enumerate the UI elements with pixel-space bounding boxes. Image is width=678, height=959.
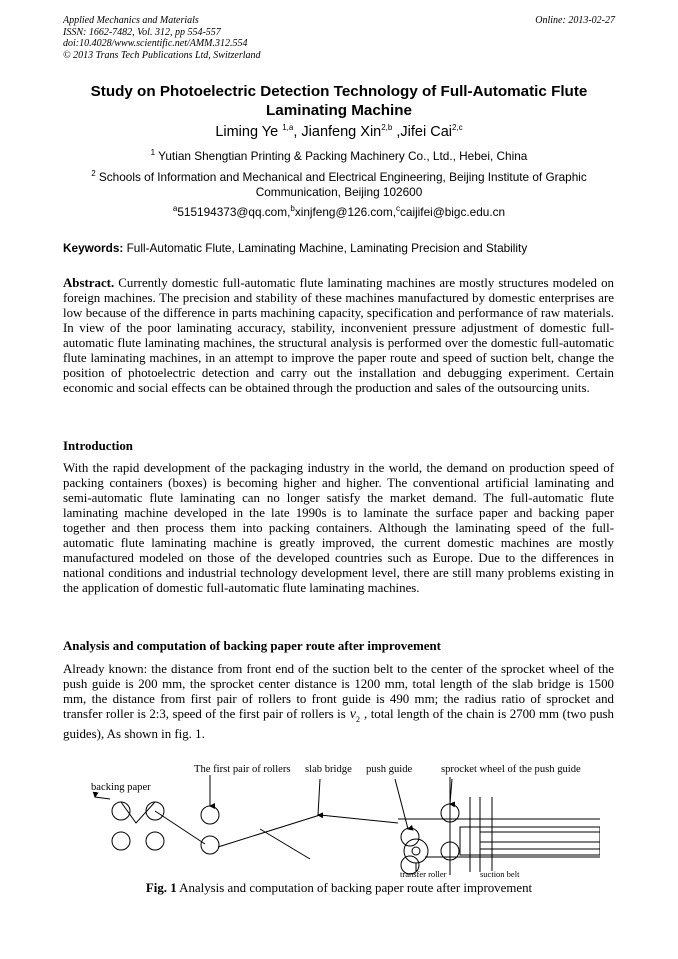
paper-title: Study on Photoelectric Detection Technology of Full-Automatic Flute Laminating Machine xyxy=(90,83,588,119)
author-emails xyxy=(63,205,615,220)
label-suction-belt: suction belt xyxy=(480,869,520,879)
email-sup: c xyxy=(395,204,400,214)
abstract-text: Currently domestic full-automatic flute laminating machines are mostly structures modeled on foreign machines. The precision and stability of these machines manufactured by domestic enterprises are low because of the difference in parts machining capacity, specification and performance of raw materials. In view of the poor laminating accuracy, stability, inconvenient pressure adjustment of domestic full-automatic flute laminating machines, the structural analysis is performed over the domestic full-automatic flute laminating machines, in an attempt to improve the paper route and speed of suction belt, change the position of photoelectric detection and carry out the installation and debugging experiment. Certain economic and social effects can be obtained through the production and sales of the outsourcing units. xyxy=(63,276,614,395)
author-name: ,Jifei Cai xyxy=(392,124,452,140)
paper-route xyxy=(320,815,398,823)
pointer-arrow xyxy=(395,779,408,829)
author-name: Liming Ye xyxy=(215,124,283,140)
roller-circle xyxy=(146,832,164,850)
section-heading-analysis: Analysis and computation of backing paper route after improvement xyxy=(63,639,441,653)
roller-circle xyxy=(201,806,219,824)
speed-symbol-sub: 2 xyxy=(356,714,360,724)
label-push-guide: push guide xyxy=(366,764,413,775)
roller-circle xyxy=(112,832,130,850)
pointer-arrow xyxy=(95,797,110,799)
email-sup: a xyxy=(172,204,178,214)
label-backing-paper: backing paper xyxy=(91,782,151,793)
author-sup: 2,b xyxy=(381,123,393,133)
keywords-label: Keywords: xyxy=(63,241,124,255)
figure-caption xyxy=(63,881,615,896)
caption-label: Fig. 1 xyxy=(145,881,177,895)
affiliation-sup: 2 xyxy=(91,169,96,179)
email-b: xinjfeng@126.com, xyxy=(294,205,396,219)
transfer-roller-hub xyxy=(412,847,420,855)
section-heading-introduction: Introduction xyxy=(63,439,133,453)
label-transfer-roller: transfer roller xyxy=(400,869,447,879)
caption-text: Analysis and computation of backing paper route after improvement xyxy=(176,881,533,895)
keywords xyxy=(63,241,615,255)
introduction-paragraph: With the rapid development of the packaging industry in the world, the demand on production speed of packing containers (boxes) is becoming higher and higher. The conventional artificial laminating and semi-automatic flute laminating can no longer satisfy the market demand. The full-automatic flute laminating machine developed in the late 1990s is to laminate the surface paper and backing paper together and then process them into packing containers. Although the laminating speed of the full-automatic flute laminating machine is greatly improved, the current domestic machines are mostly manufactured modeled on those of the developed countries such as Europe. Due to the differences in national conditions and industrial technology development level, there are still many problems existing in the application of domestic full-automatic flute laminating machines. xyxy=(63,461,614,595)
author-list xyxy=(63,124,615,140)
speed-symbol xyxy=(350,707,360,722)
email-c: caijifei@bigc.edu.cn xyxy=(399,205,506,219)
paper-route xyxy=(121,802,155,823)
copyright-line: © 2013 Trans Tech Publications Ltd, Switzerland xyxy=(63,49,261,61)
figure-1 xyxy=(80,757,600,882)
author-sup: 2,c xyxy=(452,123,463,133)
transfer-roller-circle xyxy=(404,839,428,863)
journal-name: Applied Mechanics and Materials xyxy=(63,15,199,26)
paper-route xyxy=(260,829,310,859)
email-a: 515194373@qq.com, xyxy=(177,205,291,219)
email-sup: b xyxy=(290,204,295,214)
author-name: , Jianfeng Xin xyxy=(293,124,382,140)
journal-header xyxy=(63,15,261,61)
label-sprocket-wheel: sprocket wheel of the push guide xyxy=(441,764,581,775)
affiliation-2 xyxy=(63,170,615,200)
online-date: Online: 2013-02-27 xyxy=(535,15,615,26)
speed-symbol-v: v xyxy=(349,707,356,722)
roller-circle xyxy=(201,836,219,854)
label-slab-bridge: slab bridge xyxy=(305,764,352,775)
affiliation-1 xyxy=(63,149,615,164)
analysis-text-before: Already known: the distance from front end of the suction belt to the center of the sprocket wheel of the push guide is 200 mm, the sprocket center distance is 1200 mm, total length of the slab bridge is 1500 mm, the distance from first pair of rollers to front guide is 490 mm; the radius ratio of sprocket and transfer roller is 2:3, speed of the first pair of rollers is xyxy=(63,662,614,721)
pointer-arrow xyxy=(318,779,320,815)
paper-route xyxy=(218,815,320,847)
author-sup: 1,a xyxy=(282,123,294,133)
analysis-text-after: , total length of the chain is 2700 mm (two push guides), As shown in fig. 1. xyxy=(63,707,614,741)
abstract xyxy=(63,276,614,396)
keywords-text: Full-Automatic Flute, Laminating Machine, Laminating Precision and Stability xyxy=(123,241,528,255)
figure-1-diagram xyxy=(80,757,600,882)
abstract-label: Abstract. xyxy=(63,276,115,290)
suction-belt-box xyxy=(460,827,600,855)
doi-line: doi:10.4028/www.scientific.net/AMM.312.554 xyxy=(63,38,248,49)
analysis-paragraph xyxy=(63,662,614,742)
label-first-pair-of-rollers: The first pair of rollers xyxy=(194,764,291,775)
affiliation-text: Schools of Information and Mechanical and Electrical Engineering, Beijing Institute of Graphic Communication, Beijing 102600 xyxy=(95,170,587,199)
affiliation-text: Yutian Shengtian Printing & Packing Machinery Co., Ltd., Hebei, China xyxy=(155,149,528,163)
affiliation-sup: 1 xyxy=(150,148,156,158)
issn-line: ISSN: 1662-7482, Vol. 312, pp 554-557 xyxy=(63,26,221,38)
roller-circle xyxy=(401,828,419,846)
paper-route xyxy=(155,811,205,844)
